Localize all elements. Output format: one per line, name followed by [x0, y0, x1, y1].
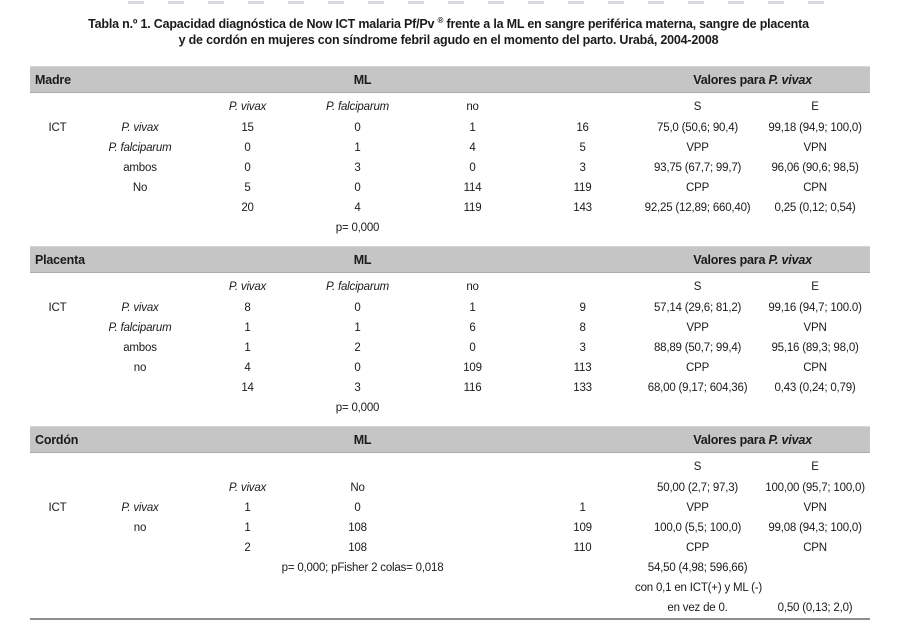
- total-cell: 1: [579, 502, 586, 514]
- count-cell: 15: [241, 122, 254, 134]
- table-row-totals: [30, 378, 870, 398]
- col-header-specificity: E: [811, 281, 819, 293]
- table-row: [30, 478, 870, 498]
- count-cell: 0: [354, 362, 361, 374]
- empty-cell: [30, 398, 85, 418]
- total-cell: 113: [573, 362, 592, 374]
- empty-cell: [85, 398, 195, 418]
- ict-label: ICT: [48, 122, 67, 134]
- stat-value: 57,14 (29,6; 81,2): [653, 302, 742, 314]
- row-label: no: [133, 522, 147, 534]
- species-name: P. vivax: [768, 432, 812, 447]
- count-cell: 1: [469, 122, 476, 134]
- count-cell: 0: [244, 162, 251, 174]
- empty-cell: [530, 427, 635, 453]
- count-cell: 1: [244, 322, 251, 334]
- table-row: [30, 338, 870, 358]
- empty-cell: [530, 398, 635, 418]
- row-label: ambos: [123, 342, 157, 354]
- stat-value: 0,43 (0,24; 0,79): [774, 382, 856, 394]
- registered-mark: ®: [437, 16, 444, 25]
- total-cell: 5: [579, 142, 586, 154]
- empty-cell: [30, 138, 85, 158]
- empty-cell: [760, 398, 870, 418]
- empty-cell: [30, 318, 85, 338]
- valores-label: Valores para: [693, 252, 769, 267]
- empty-cell: [530, 273, 635, 299]
- empty-cell: [530, 67, 635, 93]
- count-cell: 0: [354, 502, 361, 514]
- empty-cell: [85, 93, 195, 119]
- valores-group-header: [635, 67, 870, 93]
- count-cell: 4: [244, 362, 251, 374]
- empty-cell: [30, 198, 85, 218]
- stat-label: VPN: [803, 142, 827, 154]
- valores-label: Valores para: [693, 72, 769, 87]
- note-text: con 0,1 en ICT(+) y ML (-): [635, 582, 763, 594]
- total-cell: 110: [573, 542, 592, 554]
- stat-value: 99,18 (94,9; 100,0): [768, 122, 862, 134]
- total-cell: 119: [573, 182, 592, 194]
- total-cell: 2: [244, 542, 251, 554]
- count-cell: 108: [348, 522, 367, 534]
- stat-label: VPP: [686, 322, 709, 334]
- table-row: [30, 158, 870, 178]
- col-header-sensitivity: S: [693, 461, 702, 473]
- empty-cell: [30, 598, 635, 619]
- total-cell: 3: [354, 382, 361, 394]
- table-row: [30, 318, 870, 338]
- p-value-row: [30, 558, 870, 578]
- col-header-pvivax: P. vivax: [228, 281, 267, 293]
- col-header-no: no: [466, 101, 479, 113]
- se-header-row: [30, 453, 870, 479]
- col-header-no: no: [466, 281, 479, 293]
- col-header-pvivax: P. vivax: [228, 482, 267, 494]
- table-row: [30, 178, 870, 198]
- empty-cell: [85, 478, 195, 498]
- subheader-row: [30, 273, 870, 299]
- empty-cell: [635, 398, 760, 418]
- total-cell: 116: [463, 382, 482, 394]
- empty-cell: [760, 218, 870, 238]
- empty-cell: [30, 93, 85, 119]
- row-label: P. vivax: [121, 502, 159, 514]
- section-gap: [30, 238, 870, 247]
- empty-cell: [195, 218, 300, 238]
- table-row: [30, 358, 870, 378]
- empty-cell: [415, 478, 530, 498]
- row-label: P. falciparum: [108, 142, 172, 154]
- table-row: [30, 498, 870, 518]
- col-header-specificity: E: [811, 101, 819, 113]
- species-name: P. vivax: [768, 72, 812, 87]
- stat-label: CPN: [803, 542, 827, 554]
- total-cell: 20: [241, 202, 254, 214]
- empty-cell: [530, 558, 635, 578]
- section-label: Madre: [30, 67, 195, 93]
- stat-label: CPP: [686, 182, 710, 194]
- total-cell: 8: [579, 322, 586, 334]
- total-cell: 3: [579, 162, 586, 174]
- ml-group-header: ML: [195, 67, 530, 93]
- p-value: p= 0,000; pFisher 2 colas= 0,018: [281, 562, 444, 574]
- count-cell: 0: [354, 182, 361, 194]
- section-gap: [30, 418, 870, 427]
- stat-value: 95,16 (89,3; 98,0): [771, 342, 859, 354]
- col-header-pfalciparum: P. falciparum: [326, 101, 390, 113]
- empty-cell: [30, 558, 85, 578]
- empty-cell: [85, 198, 195, 218]
- stat-label: VPP: [686, 502, 709, 514]
- empty-cell: [30, 538, 85, 558]
- empty-cell: [635, 218, 760, 238]
- diagnostics-table: [30, 66, 870, 628]
- section-header-madre: [30, 67, 870, 93]
- valores-label: Valores para: [693, 432, 769, 447]
- col-header-sensitivity: S: [693, 101, 702, 113]
- empty-cell: [30, 578, 635, 598]
- count-cell: 1: [354, 142, 361, 154]
- empty-cell: [530, 218, 635, 238]
- empty-cell: [30, 518, 85, 538]
- total-cell: 119: [463, 202, 482, 214]
- empty-cell: [415, 218, 530, 238]
- count-cell: 3: [354, 162, 361, 174]
- stat-value: 99,16 (94,7; 100.0): [768, 302, 862, 314]
- count-cell: 8: [244, 302, 251, 314]
- bottom-rule: [30, 619, 870, 628]
- stat-label: VPN: [803, 322, 827, 334]
- section-header-cordon: [30, 427, 870, 453]
- scan-artifact: [128, 1, 832, 4]
- count-cell: 6: [469, 322, 476, 334]
- total-cell: 4: [354, 202, 361, 214]
- p-value-row: [30, 398, 870, 418]
- title-text: Tabla n.º 1. Capacidad diagnóstica de Now ICT malaria Pf/Pv: [88, 17, 438, 32]
- stat-value: 100,0 (5,5; 100,0): [653, 522, 742, 534]
- note-row: [30, 578, 870, 598]
- stat-value: 68,00 (9,17; 604,36): [647, 382, 748, 394]
- empty-cell: [415, 398, 530, 418]
- row-label: No: [132, 182, 148, 194]
- ml-group-header: ML: [195, 427, 530, 453]
- table-row: [30, 298, 870, 318]
- empty-cell: [30, 358, 85, 378]
- empty-cell: [85, 378, 195, 398]
- stat-label: CPN: [803, 362, 827, 374]
- count-cell: 4: [469, 142, 476, 154]
- table-row: [30, 118, 870, 138]
- count-cell: 0: [469, 342, 476, 354]
- row-label: P. vivax: [121, 122, 159, 134]
- count-cell: 0: [354, 302, 361, 314]
- section-label: Cordón: [30, 427, 195, 453]
- ict-label: ICT: [48, 502, 67, 514]
- title-text: frente a la ML en sangre periférica materna, sangre de placenta: [443, 17, 809, 32]
- total-cell: 108: [348, 542, 367, 554]
- empty-cell: [30, 338, 85, 358]
- count-cell: 114: [463, 182, 482, 194]
- col-header-specificity: E: [811, 461, 819, 473]
- col-header-no: No: [350, 482, 365, 494]
- empty-cell: [85, 273, 195, 299]
- col-header-sensitivity: S: [693, 281, 702, 293]
- empty-cell: [30, 378, 85, 398]
- empty-cell: [760, 558, 870, 578]
- p-value-row: [30, 218, 870, 238]
- empty-cell: [760, 578, 870, 598]
- empty-cell: [30, 478, 85, 498]
- stat-label: CPP: [686, 542, 710, 554]
- empty-cell: [85, 218, 195, 238]
- stat-label: VPP: [686, 142, 709, 154]
- stat-value: 88,89 (50,7; 99,4): [653, 342, 742, 354]
- stat-value: 92,25 (12,89; 660,40): [644, 202, 751, 214]
- stat-value: 0,25 (0,12; 0,54): [774, 202, 856, 214]
- table-row: [30, 518, 870, 538]
- empty-cell: [415, 498, 530, 518]
- count-cell: 0: [469, 162, 476, 174]
- empty-cell: [30, 178, 85, 198]
- table-row-totals: [30, 538, 870, 558]
- valores-group-header: [635, 247, 870, 273]
- section-header-placenta: [30, 247, 870, 273]
- subheader-row: [30, 93, 870, 119]
- total-cell: 14: [241, 382, 254, 394]
- count-cell: 1: [354, 322, 361, 334]
- stat-value: 0,50 (0,13; 2,0): [777, 602, 853, 614]
- count-cell: 0: [354, 122, 361, 134]
- empty-cell: [530, 247, 635, 273]
- row-label: P. falciparum: [108, 322, 172, 334]
- stat-value: 96,06 (90,6; 98,5): [771, 162, 859, 174]
- col-header-pfalciparum: P. falciparum: [326, 281, 390, 293]
- stat-value: 99,08 (94,3; 100,0): [768, 522, 862, 534]
- empty-cell: [530, 478, 635, 498]
- empty-cell: [30, 158, 85, 178]
- table-title-line2: y de cordón en mujeres con síndrome febril agudo en el momento del parto. Urabá, 2004-2008: [178, 33, 719, 48]
- total-cell: 133: [573, 382, 592, 394]
- p-value: p= 0,000: [335, 222, 380, 234]
- note-text: en vez de 0.: [667, 602, 728, 614]
- section-label: Placenta: [30, 247, 195, 273]
- total-cell: 143: [573, 202, 592, 214]
- stat-value: 100,00 (95,7; 100,0): [765, 482, 865, 494]
- row-label: P. vivax: [121, 302, 159, 314]
- empty-cell: [415, 538, 530, 558]
- empty-cell: [30, 218, 85, 238]
- stat-value: 75,0 (50,6; 90,4): [657, 122, 739, 134]
- empty-cell: [415, 518, 530, 538]
- empty-cell: [30, 273, 85, 299]
- count-cell: 1: [469, 302, 476, 314]
- empty-cell: [30, 453, 635, 479]
- empty-cell: [195, 398, 300, 418]
- count-cell: 1: [244, 502, 251, 514]
- note-row: [30, 598, 870, 619]
- total-cell: 9: [579, 302, 586, 314]
- count-cell: 1: [244, 522, 251, 534]
- ict-label: ICT: [48, 302, 67, 314]
- table-row: [30, 138, 870, 158]
- count-cell: 0: [244, 142, 251, 154]
- empty-cell: [530, 93, 635, 119]
- total-cell: 109: [573, 522, 592, 534]
- species-name: P. vivax: [768, 252, 812, 267]
- table-title-line1: [0, 13, 897, 32]
- stat-label: CPP: [686, 362, 710, 374]
- total-cell: 3: [579, 342, 586, 354]
- empty-cell: [85, 538, 195, 558]
- count-cell: 2: [354, 342, 361, 354]
- stat-label: VPN: [803, 502, 827, 514]
- col-header-pvivax: P. vivax: [228, 101, 267, 113]
- valores-group-header: [635, 427, 870, 453]
- count-cell: 1: [244, 342, 251, 354]
- p-value: p= 0,000: [335, 402, 380, 414]
- ml-group-header: ML: [195, 247, 530, 273]
- stat-value: 50,00 (2,7; 97,3): [657, 482, 739, 494]
- count-cell: 5: [244, 182, 251, 194]
- table-title: [0, 0, 897, 48]
- table-row-totals: [30, 198, 870, 218]
- stat-label: CPN: [803, 182, 827, 194]
- stat-value: 93,75 (67,7; 99,7): [653, 162, 742, 174]
- stat-value: 54,50 (4,98; 596,66): [647, 562, 748, 574]
- row-label: ambos: [123, 162, 157, 174]
- count-cell: 109: [463, 362, 482, 374]
- empty-cell: [85, 558, 195, 578]
- total-cell: 16: [576, 122, 589, 134]
- row-label: no: [133, 362, 147, 374]
